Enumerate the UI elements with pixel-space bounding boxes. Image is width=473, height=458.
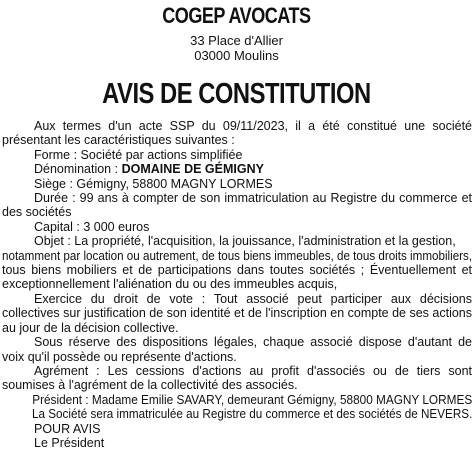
- capital-line: Capital : 3 000 euros: [34, 219, 150, 234]
- objet-line-2: notamment par location ou autrement, de tous biens immeubles, de tous droits immobiliers,: [2, 248, 473, 263]
- firm-name: COGEP AVOCATS: [162, 3, 311, 28]
- registration-line: La Société sera immatriculée au Registre du commerce et des sociétés de NEVERS.: [31, 407, 473, 422]
- president-line: Président : Madame Emilie SAVARY, demeurant Gémigny, 58800 MAGNY LORMES: [32, 392, 473, 407]
- denomination-label: Dénomination :: [34, 162, 122, 177]
- objet-line-3: tous biens mobiliers et de participations dans toutes sociétés ; Éventuellement et exceptionnellement l'aliénation du ou des immeubles acquis,: [2, 263, 472, 292]
- reserve-paragraph: Sous réserve des dispositions légales, chaque associé dispose d'autant de voix qu'il possède ou représente d'actions.: [2, 335, 472, 364]
- forme-line: Forme : Société par actions simplifiée: [34, 147, 243, 162]
- siege-line: Siège : Gémigny, 58800 MAGNY LORMES: [34, 176, 273, 191]
- notice-title: AVIS DE CONSTITUTION: [102, 78, 371, 110]
- signature-line: Le Président: [34, 435, 105, 450]
- firm-address-street: 33 Place d'Allier: [190, 33, 283, 48]
- vote-paragraph: Exercice du droit de vote : Tout associé peut participer aux décisions collectives sur justification de son identité et de l'inscription en compte de ses actions au jour de la décision collective.: [2, 291, 472, 335]
- agrement-paragraph: Agrément : Les cessions d'actions au profit d'associés ou de tiers sont soumises à l'agrément de la collectivité des associés.: [2, 363, 472, 393]
- objet-line-1: Objet : La propriété, l'acquisition, la jouissance, l'administration et la gestion,: [34, 234, 456, 249]
- notice-body: [2, 119, 472, 450]
- denomination-line: [2, 162, 472, 176]
- company-name: DOMAINE DE GÉMIGNY: [121, 162, 264, 177]
- intro-paragraph: Aux termes d'un acte SSP du 09/11/2023, il a été constitué une société présentant les caractéristiques suivantes :: [2, 119, 472, 148]
- pour-avis-line: POUR AVIS: [34, 421, 101, 436]
- duree-paragraph: Durée : 99 ans à compter de son immatriculation au Registre du commerce et des sociétés: [2, 191, 472, 220]
- firm-address-city: 03000 Moulins: [194, 48, 279, 63]
